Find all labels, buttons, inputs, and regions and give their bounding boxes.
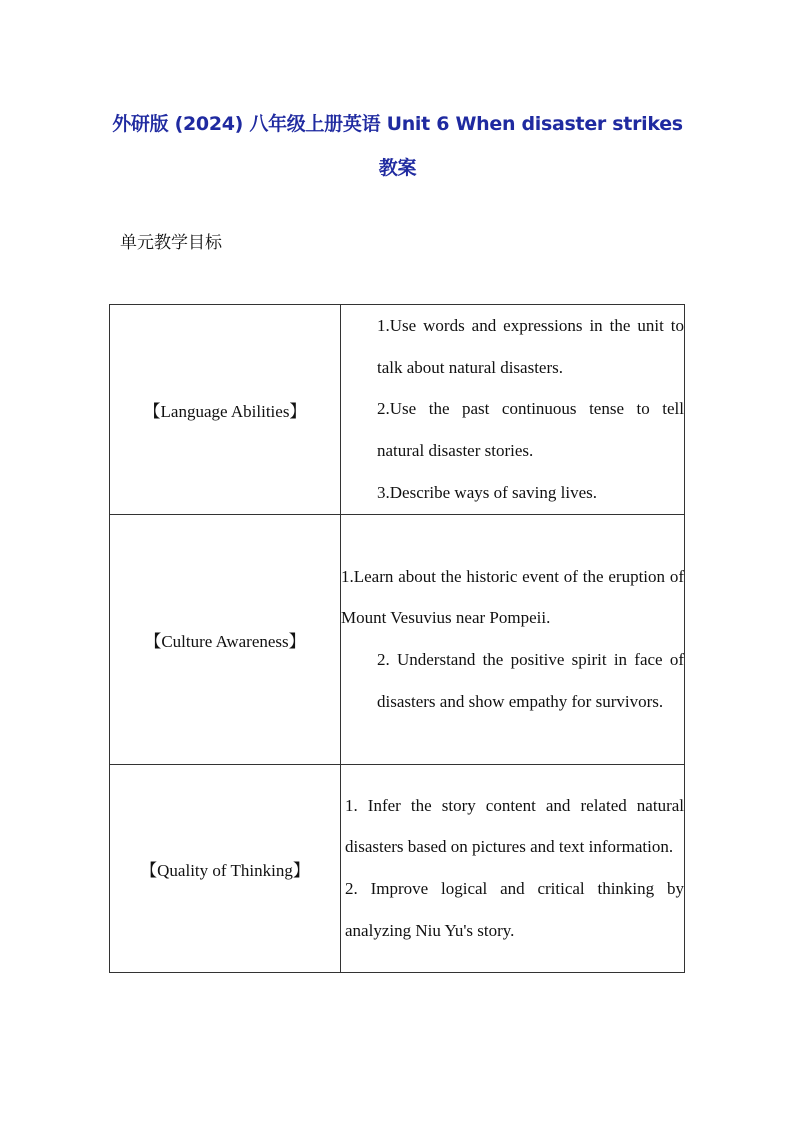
category-cell: 【Culture Awareness】 [110, 514, 341, 764]
document-title: 外研版 (2024) 八年级上册英语 Unit 6 When disaster strikes 教案 [112, 113, 683, 179]
description-cell [341, 764, 685, 972]
table-row [110, 514, 685, 764]
description-cell [341, 305, 685, 515]
goal-item: 2. Improve logical and critical thinking by analyzing Niu Yu's story. [345, 879, 684, 940]
goal-item: 1.Learn about the historic event of the eruption of Mount Vesuvius near Pompeii. [341, 566, 684, 628]
teaching-goals-table [109, 304, 685, 973]
category-cell: 【Quality of Thinking】 [110, 764, 341, 972]
goal-item: 2.Use the past continuous tense to tell natural disaster stories. [377, 399, 684, 461]
section-heading: 单元教学目标 [120, 233, 222, 253]
description-cell [341, 514, 685, 764]
category-cell: 【Language Abilities】 [110, 305, 341, 515]
goal-item: 2. Understand the positive spirit in face of disasters and show empathy for survivors. [377, 650, 684, 711]
table-row [110, 764, 685, 972]
table-row [110, 305, 685, 515]
goal-item: 1.Use words and expressions in the unit to talk about natural disasters. [377, 316, 684, 377]
goal-item: 1. Infer the story content and related natural disasters based on pictures and text information. [345, 795, 684, 857]
goal-item: 3.Describe ways of saving lives. [377, 482, 598, 502]
